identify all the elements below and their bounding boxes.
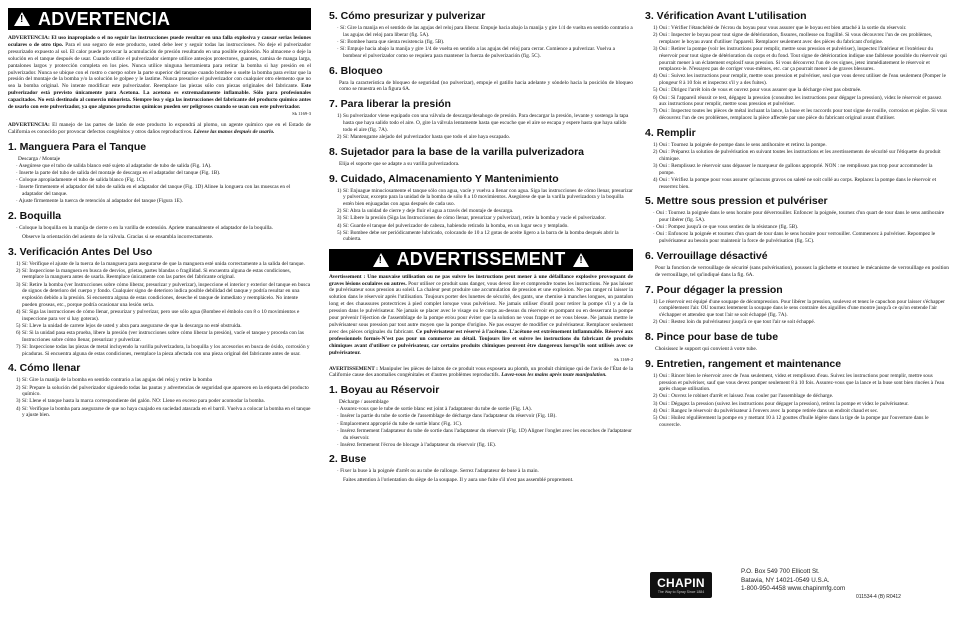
list-item: 3) Oui : Remplissez le réservoir sans dépasser le marqueur de gallons approprié. NON : ne remplissez pas trop pour accommoder la pompe. [653,162,933,176]
warning-acetone: Este pulverizador está previsto únicamente para Acetona. La acetona es extremadamente inflamable. Sólo para profesionales capacitados. No está destinado al comercio minorista. Siempre lea y siga las instrucciones del fabricante del producto químico antes de usarlo con este pulverizador, ya que algunos productos químicos pueden ser peligrosos cuando se usan con este pulverizador. [8,83,311,111]
list-item: · Sí: Gire la manija en el sentido de las agujas del reloj para liberar. Empuje hacia abajo la manija y gire 1/4 de vuelta en sentido contrario a las agujas del reloj para liberar (fig. 5A). [337,25,633,38]
company-address [741,568,845,594]
section-title: 6. Bloqueo [329,64,383,77]
section-title: 8. Pince pour base de tube [645,330,779,343]
list-item: · Insérer la partie du tube de sortie de l'assemblage de décharge dans l'adaptateur du réservoir (Fig. 1B). [337,413,557,420]
section-title: 2. Buse [329,453,367,466]
list-item: 1) Sí: Enjuague minuciosamente el tanque sólo con agua, vacíe y vuelva a llenar con agua. Siga las instrucciones de cómo llenar, presurizar y pulverizar, excepto para la unidad de la bomba de sólo 8 a 10 movimientos. Asegúrese de que la varilla pulverizadora y la boquilla estén bien enjuagadas con agua después de cada uso. [337,187,633,207]
warning-body: Pour utiliser ce produit sans danger, vous devez lire et comprendre toutes les instructions. Ne pas laisser de pulvérisateur sous pression au soleil. La chaleur peut produire une accumulation de pression et une explosion. Ne pas ranger ni laisser la solution dans le réservoir après l'utilisation. Toujours porter des lunettes de sécurité, des gants, une chemise à manches longues, un pantalon long et des chaussures protectrices à pied complet lorsque vous pulvérisez. Ne jamais utiliser d'outil pour retirer la pompe s'il y a de la pression dans le pulvérisateur. Ne jamais se placer avec le visage ou le corps au-dessus du réservoir en pompant ou en desserrant la pompe pour prévenir l'éjection de l'assemblage de la pompe et/ou pour éviter que la solution ne vous frappe et ne vous blesse. Ne jamais mettre le pulvérisateur sous pression par tout autre moyen que la pompe d'origine. Ne pas essayer de modifier ce pulvérisateur. Remplacer seulement avec des pièces originales du fabricant. [329,280,633,335]
list-item: 1) Le réservoir est équipé d'une soupape de décompression. Pour libérer la pression, soulevez et tenez le capuchon pour laisser s'échapper complètement l'air. OU tournez lentement la soupape dans le sens contraire des aiguilles d'une montre jusqu'à ce qu'on entende l'air s'échapper et attendez que tout l'air se soit échappé (fig. 7A). [653,298,945,318]
section-list [8,377,311,419]
section-title: 8. Sujetador para la base de la varilla pulverizadora [329,145,585,158]
list-item: 2) Sí: Inspeccione la manguera en busca de desvíos, grietas, partes blandas o fragilidad. Si encuentra alguna de estas condiciones, reemplace la manguera antes de usarla. Reemplace únicamente con las partes del fabricante original. [16,267,291,281]
list-item: · Sí: Empuje hacia abajo la manija y gire 1/4 de vuelta en sentido a las agujas del reloj para cerrar. Comience a pulverizar. Vuelva a bombear el pulverizador como se requiera para mantener la fuerza de pulverización (fig. 5C). [337,46,616,59]
section-title: 7. Pour dégager la pression [645,283,783,296]
list-item: 4) Oui : Vérifiez la pompe pour vous assurer qu'aucuns gravos ou saleté ne soit collé au corps. Replacez la pompe dans le réservoir et resserrez bien. [653,176,937,190]
list-item: · Asegúrese que el tubo de salida blanco esté sujeto al adaptador de tubo de salida (Fig. 1A). [16,162,212,169]
warning-title: ADVERTENCIA [38,8,171,29]
section-note: Observe la orientación del asiento de la válvula. Gracias si se ensambla incorrectamente. [22,233,214,240]
section-title: 3. Vérification Avant L'utilisation [645,10,807,22]
list-item: · Ajuste firmemente la tuerca de retención al adaptador del tanque (Figura 1E). [16,198,183,205]
contact-line[interactable]: 1-800-950-4458 www.chapinmfg.com [741,585,846,592]
section-list [329,188,633,244]
list-item: 1) Oui : Tournez la poignée de pompe dans le sens antihoraire et retirez la pompe. [653,141,827,148]
section-list [645,210,949,245]
list-item: · Fixer la buse à la poignée d'arrêt ou au tube de rallonge. Serrez l'adaptateur de buse à la main. [337,468,539,475]
list-item: · Assurez-vous que le tube de sortie blanc est joint à l'adaptateur du tube de sortie (Fig. 1A). [337,406,532,413]
list-item: · Coloque apropiadamente el tubo de salida blanco (Fig. 1C). [16,177,146,184]
list-item: 6) Oui : Si l'appareil réussit ce test, dégagez la pression (consultez les instructions pour dégager la pression), videz le réservoir et passez aux instructions pour remplir, mettre sous pression et pulvériser. [653,94,942,108]
chapin-logo [650,572,712,598]
list-item: 6) Sí: Si la unidad pasa esta prueba, libere la presión (ver instrucciones sobre cómo liberar la presión), vacíe el tanque y proceda con las Instrucciones sobre cómo llenar, presurizar y pulverizar. [16,330,304,343]
section-title: 6. Verrouillage désactivé [645,249,768,262]
section-list [329,468,633,475]
section-title: 5. Mettre sous pression et pulvériser [645,195,828,208]
footer [645,566,949,610]
warning-lead: Avertissement : Une mauvaise utilisation ou ne pas suivre les instructions peut mener à une défaillance explosive provoquant de graves lésions oculaires ou autres. [329,273,633,287]
list-item: 3) Sí: Llene el tanque hasta la marca correspondiente del galón. NO: Llene en exceso para poder acomodar la bomba. [16,398,265,405]
section-body: Elija el soporte que se adapte a su varilla pulverizadora. [339,160,460,167]
list-item: 1) Sí: Gire la manija de la bomba en sentido contrario a las agujas del reloj y retire la bomba [16,377,213,384]
lead-warning-label: AVERTISSEMENT : [329,365,378,372]
list-item: 4) Sí: Guarde el tanque del pulverizador de cabeza, habiendo retirado la bomba, en un lugar seco y templado. [337,222,569,229]
wash-hands-note: Lávese las manos después de usarlo. [193,128,275,135]
section-list [645,373,949,429]
section-title: 1. Manguera Para el Tanque [8,140,147,153]
list-item: 1) Su pulverizador viene equipado con una válvula de descarga/desahogo de presión. Para descargar la presión, levante y sostenga la tapa hasta que haya salido todo el aire. O, gire la válvula lentamente hasta que escuche que el aire se escapa y espere hasta que haya salido todo el aire (fig. 7A). [337,113,629,133]
warning-title: ADVERTISSEMENT [396,249,566,270]
reference-code: Sk 1169-3 [292,110,311,116]
warning-acetone: Ce pulvérisateur est réservé à l'acétone. L'acétone est extrêmement inflammable. Réservé aux professionnels formés-N'est pas pour un commerce au détail. Toujours lire et suivre les instructions du fabricant de produits chimiques avant d'utiliser ce pulvérisateur, car certains produits chimiques peuvent être dangereux lorsqu'ils sont utilisés avec ce pulvérisateur. [329,328,633,356]
reference-code: Sk 1169-2 [614,356,633,362]
list-item: 5) Sí: Lleve la unidad de carrete lejos de usted y abra para asegurarse de que la descarga no esté obstruida. [16,322,242,329]
list-item: 1) Oui : Vérifier l'étanchéité de l'écrou du boyau pour vous assurer que le boyau est bien attaché à la sortie du réservoir. [653,25,907,31]
section-body: Para la característica de bloqueo de seguridad (no pulverizar), empuje el gatillo hacia adelante y sóndelo hacia la posición de bloqueo como se muestra en la figura 6A. [339,79,633,93]
column-spanish-1 [8,8,311,614]
lead-warning-body: El manejo de las partes de latón de este producto lo expondrá al plomo, un agente químico que en el Estado de California es conocido por provocar defectos congénitos y otros daños reproductivos. [8,121,311,135]
list-item: 3) Oui : Dégagez la pression (suivez les instructions pour dégager la pression), retirez la pompe et videz le pulvérisateur. [653,400,909,407]
list-item: · Sí: Bombee hasta que sienta resistencia (fig. 5B). [337,38,445,45]
logo-tagline: The Way to Spray Since 1884 [657,590,705,594]
list-item: 2) Oui : Inspecter le boyau pour tout signe de détérioration, fissures, mollesse ou fragilité. Si vous découvrez l'un de ces problèmes, remplacer le boyau avant d'utiliser l'appareil. Remplacer seulement avec des pièces du fabricant d'origine. [653,32,933,45]
warning-triangle-icon [573,253,589,267]
section-list [645,142,949,190]
list-item: 2) Sí: Prepare la solución del pulverizador siguiendo todas las pautas y advertencias de seguridad que aparecen en la etiqueta del producto químico. [16,384,309,398]
list-item: 4) Sí: Siga las instrucciones de cómo llenar, presurizar y pulverizar, pero use sólo agua (Bombee el émbolo con 8 o 10 movimientos e inspeccione para ver si hay goteras). [16,308,300,322]
list-item: · Inserte firmemente el adaptador del tubo de salida en el adaptador del tanque (Fig. 1D) Alinee la longuera con las muescas en el adaptador del tanque. [16,184,291,197]
list-item: · Oui : Enfoncez la poignée et tournez d'un quart de tour dans le sens horaire pour verrouiller. Commencez à pulvériser. Repompez le pulvérisateur au besoin pour maintenir la force de pulvérisation (fig. 5C). [653,231,936,245]
list-item: · Oui : Pompez jusqu'à ce que vous sentiez de la résistance (fig. 5B). [653,224,799,231]
section-title: 1. Boyau au Réservoir [329,384,440,397]
lead-warning-body: Manipuler les pièces de laiton de ce produit vous exposera au plomb, un produit chimique qui de l'avis de l'État de la Californie cause des anomalies congénitales et d'autres problèmes reproductifs. [329,365,633,379]
list-item: 3) Oui : Retirer la pompe (voir les instructions pour remplir, mettre sous pression et pulvériser), inspectez l'intérieur et l'extérieur du réservoir pour tout signe de détérioration du corps et du fond. Tout signe de détérioration indique une faiblesse possible du réservoir qui pourrait mener à un éclatement explosif sous pression. Si vous découvrez l'un de ces signes, jetez immédiatement le réservoir et remplacez-le. N'essayez pas de corriger vous-mêmes, etc. car ça pourrait mener à de graves blessures. [653,46,947,73]
address-line: Batavia, NY 14021-0549 U.S.A. [741,576,830,584]
section-list [329,113,633,140]
warning-paragraph [8,35,311,111]
address-line: P.O. Box 549 700 Ellicott St. [741,568,820,575]
list-item: 2) Sí: Mantengame alejado del pulverizador hasta que todo el aire haya escapado. [337,133,511,140]
section-list [8,225,311,232]
section-body: Pour la fonction de verrouillage de sécurité (sans pulvérisation), poussez la gâchette et tournez le mécanisme de verrouillage en position de verrouillage, tel qu'indiqué dans la fig. 6A. [655,264,949,278]
list-item: · Emplacement approprié du tube de sortie blanc (Fig. 1C). [337,420,463,427]
list-item: · Oui : Tournez la poignée dans le sens horaire pour déverrouiller. Enfoncer la poignée, tournez d'un quart de tour dans le sens antihoraire pour libérer (fig. 5A). [653,210,945,223]
warning-banner-es [8,8,311,30]
section-list [645,25,949,122]
section-title: 2. Boquilla [8,209,62,222]
list-item: 2) Oui : Préparez la solution de pulvérisation en suivant toutes les instructions et les avertissements de sécurité sur l'étiquette du produit chimique. [653,149,941,162]
list-item: · Insérez fermement l'écrou de blocage à l'adaptateur du réservoir (fig. 1E). [337,441,497,448]
warning-body: Para el uso seguro de este producto, usted debe leer y seguir todas las instrucciones. No deje el pulverizador presurizado expuesto al sol. El calor puede provocar la acumulación de presión resultando en una posible explosión. No almacene o deje la solución en el tanque después de usar. Cuando utilice el pulverizador siempre utilice anteojos protectores, guantes, camisa de manga larga, pantalones largos y protección completa en los pies. Nunca utilice ninguna herramienta para retirar la bomba si hay presión en el pulverizador. Nunca se ubique con el rostro o cuerpo sobre la parte superior del tanque cuando bombee o suelte la bomba para evitar que la presión del montaje de la bomba y/o la solución le golpee y le lastime. Nunca presurice el pulverizador con cualquier otro elemento que no sea la bomba original. No intente modificar este pulverizador. Reemplace las piezas sólo con piezas originales del fabricante. [8,41,311,90]
list-item: 4) Oui : Suivez les instructions pour remplir, mettre sous pression et pulvériser, seul que vous devez utiliser de l'eau seulement (Pomper le plongeur 8 à 10 fois et inspectez s'il y a des fuites). [653,73,946,87]
list-item: · Coloque la boquilla en la manija de cierre o en la varilla de extensión. Apriete manualmente el adaptador de la boquilla. [16,224,273,231]
logo-text: CHAPIN [657,576,705,590]
list-item: 1) Sí: Verifique el ajuste de la tuerca de la manguera para asegurarse de que la manguera esté unida correctamente a la salida del tanque. [16,260,305,267]
warning-lead: ADVERTENCIA: El uso inapropiado o el no seguir las instrucciones puede resultar en una falla explosiva y causar serias lesiones oculares o de otro tipo. [8,35,311,48]
list-item: 4) Sí: Verifique la bomba para asegurarse de que no haya cuajado en suciedad atascada en el barril. Vuelva a colocar la bomba en el tanque y ajuste bien. [16,405,311,419]
list-item: 3) Sí: Retire la bomba (ver Instrucciones sobre cómo liberar, presurizar y pulverizar), inspeccione el interior y exterior del tanque en busca de signos de deterioro del cuerpo y fondo. Cualquier signo de deterioro indica posible debilidad del tanque y podría resultar en una explosión debido a la presión. Si encuentra alguna de estas condiciones, deseche el tanque de inmediato y reemplácelo. No intente pueden groseas, etc., porque podría ocasionar una lesión seria. [16,281,311,308]
wash-hands-note: Lavez-vous les mains après toute manipulation. [501,372,607,379]
list-item: 7) Oui : Inspectez toutes les pièces de métal incluant la lance, la buse et les raccords pour tout signe de rouille, corrosion et piqûre. Si vous découvrez l'un de ces problèmes, remplacez la pièce affectée par une pièce du fabricant original avant d'utiliser. [653,108,948,122]
section-subtitle: Décharge / assemblage [339,399,389,406]
lead-warning-paragraph [8,122,311,136]
section-list [8,261,311,358]
section-title: 5. Cómo presurizar y pulverizar [329,10,486,22]
section-list [645,299,949,326]
section-subtitle: Descarga / Montaje [18,155,61,162]
column-spanish-french [329,8,633,614]
warning-banner-fr [329,249,633,271]
list-item: · Insérez fermement l'adaptateur du tube de sortie dans l'adaptateur du réservoir (Fig. 1D) Aligner l'onglet avec les encoches de l'adaptateur du réservoir. [337,427,632,441]
section-title: 9. Entretien, rangement et maintenance [645,357,842,370]
list-item: 1) Oui : Rincer bien le réservoir avec de l'eau seulement, videz et remplissez d'eau. Suivez les instructions pour remplir, mettre sous pression et pulvériser, sauf que vous devez pomper seulement 8 à 10 fois. Assurez-vous que la lance et la buse sont bien rincées à l'eau après chaque utilisation. [653,372,945,393]
column-french [645,8,949,562]
section-list [329,406,633,448]
section-list [8,163,311,205]
list-item: 5) Oui : Dirigez l'arrêt loin de vous et ouvrez pour vous assurer que la décharge n'est pas obstruée. [653,87,862,94]
list-item: 7) Sí: Inspeccione todas las piezas de metal incluyendo la varilla pulverizadora, la boquilla y los accesorios en busca de óxido, corrosión y picaduras. Si encuentra alguna de estas condiciones, reemplace la pieza afectada con una pieza original del fabricante antes de usar. [16,343,310,357]
section-list [329,25,633,60]
section-title: 3. Verificación Antes Del Uso [8,245,153,258]
section-body: Choisissez le support qui convient à votre tube. [655,345,758,352]
list-item: 2) Oui : Restez loin du pulvérisateur jusqu'à ce que tout l'air se soit échappé. [653,319,816,326]
lead-warning-label: ADVERTENCIA: [8,121,50,128]
section-title: 7. Para liberar la presión [329,98,451,111]
section-title: 4. Cómo llenar [8,362,81,375]
lead-warning-paragraph [329,366,633,380]
document-code: 011534-4 (B) R0412 [856,594,901,600]
warning-triangle-icon [14,12,30,26]
list-item: 3) Sí: Libere la presión (Siga las Instrucciones de cómo llenar, presurizar y pulverizar), retire la bomba y vacíe el pulverizador. [337,215,606,222]
list-item: 4) Oui : Rangez le réservoir du pulvérisateur à l'envers avec la pompe retirée dans un endroit chaud et sec. [653,407,879,414]
section-title: 9. Cuidado, Almacenamiento Y Mantenimiento [329,172,559,185]
section-title: 4. Remplir [645,126,696,139]
list-item: 2) Oui : Ouvrez le robinet d'arrêt et laissez l'eau couler par l'assemblage de décharge. [653,393,834,400]
list-item: 2) Sí: Abra la unidad de cierre y deje fluir el agua a través del montaje de descarga. [337,208,514,215]
list-item: 5) Sí: Bombee debe ser periódicamente lubricado, colocando de 10 a 12 gotas de aceite ligero a la barra de la bomba después abrir la cubierta. [337,229,619,243]
list-item: · Inserte la parte del tubo de salida del montaje de descarga en el adaptador del tanque (Fig. 1B). [16,169,221,176]
list-item: 5) Oui : Huilez régulièrement la pompe en y mettant 10 à 12 gouttes d'huile légère dans la tige de la pompe par l'ouverture dans le couvercle. [653,415,929,428]
section-note: Faites attention à l'orientation du siège de la soupape. Il y aura une fuite s'il n'est pas assemblé proprement. [343,477,574,484]
warning-paragraph [329,274,633,357]
warning-triangle-icon [373,253,389,267]
